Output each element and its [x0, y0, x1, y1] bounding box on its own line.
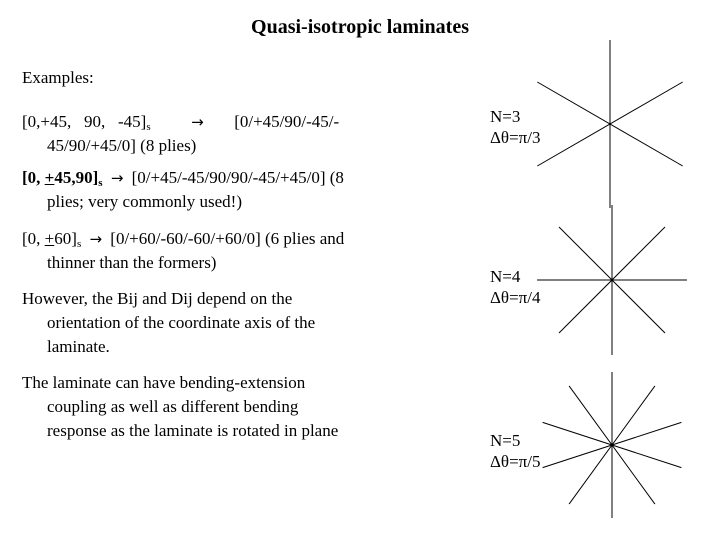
arrow-icon: →	[89, 230, 103, 248]
diagram-2-n: N=4	[490, 267, 521, 286]
coupling-line3: response as the laminate is rotated in plane	[47, 421, 339, 440]
diagram-1-dtheta: Δθ=π/3	[490, 128, 541, 147]
example-2-expanded-line2: plies; very commonly used!)	[47, 192, 242, 211]
bij-line1: However, the Bij and Dij depend on the	[22, 289, 293, 308]
example-1-layup: [0,+45, 90, -45]	[22, 112, 147, 131]
example-2-expanded-line1: [0/+45/-45/90/90/-45/+45/0] (8	[131, 168, 344, 187]
example-3-expanded-line1: [0/+60/-60/-60/+60/0] (6 plies and	[110, 229, 345, 248]
example-1-expanded-line1: [0/+45/90/-45/-	[234, 112, 340, 131]
examples-label: Examples:	[22, 68, 94, 87]
example-3-layup-post: 60]	[54, 229, 77, 248]
diagram-3-dtheta: Δθ=π/5	[490, 452, 541, 471]
arrow-icon: →	[191, 113, 204, 131]
bij-line3: laminate.	[47, 337, 110, 356]
example-3-layup-pre: [0,	[22, 229, 45, 248]
example-1-expanded-line2: 45/90/+45/0] (8 plies)	[47, 136, 197, 155]
coupling-line2: coupling as well as different bending	[47, 397, 299, 416]
example-3-expanded-line2: thinner than the formers)	[47, 253, 217, 272]
example-2-plusminus: +	[44, 168, 55, 187]
example-2-sub: s	[98, 177, 103, 189]
diagram-3-n: N=5	[490, 431, 521, 450]
example-2-layup-post: 45,90]	[54, 168, 99, 187]
example-3-plusminus: +	[44, 229, 55, 248]
example-2-layup-pre: [0,	[22, 168, 45, 187]
example-1-sub: s	[146, 121, 151, 133]
diagram-1-n: N=3	[490, 107, 521, 126]
example-3-sub: s	[76, 238, 82, 250]
diagram-2-dtheta: Δθ=π/4	[490, 288, 541, 307]
arrow-icon: →	[110, 169, 124, 187]
bij-line2: orientation of the coordinate axis of the	[47, 313, 316, 332]
coupling-line1: The laminate can have bending-extension	[22, 373, 306, 392]
page-title: Quasi-isotropic laminates	[251, 16, 469, 38]
